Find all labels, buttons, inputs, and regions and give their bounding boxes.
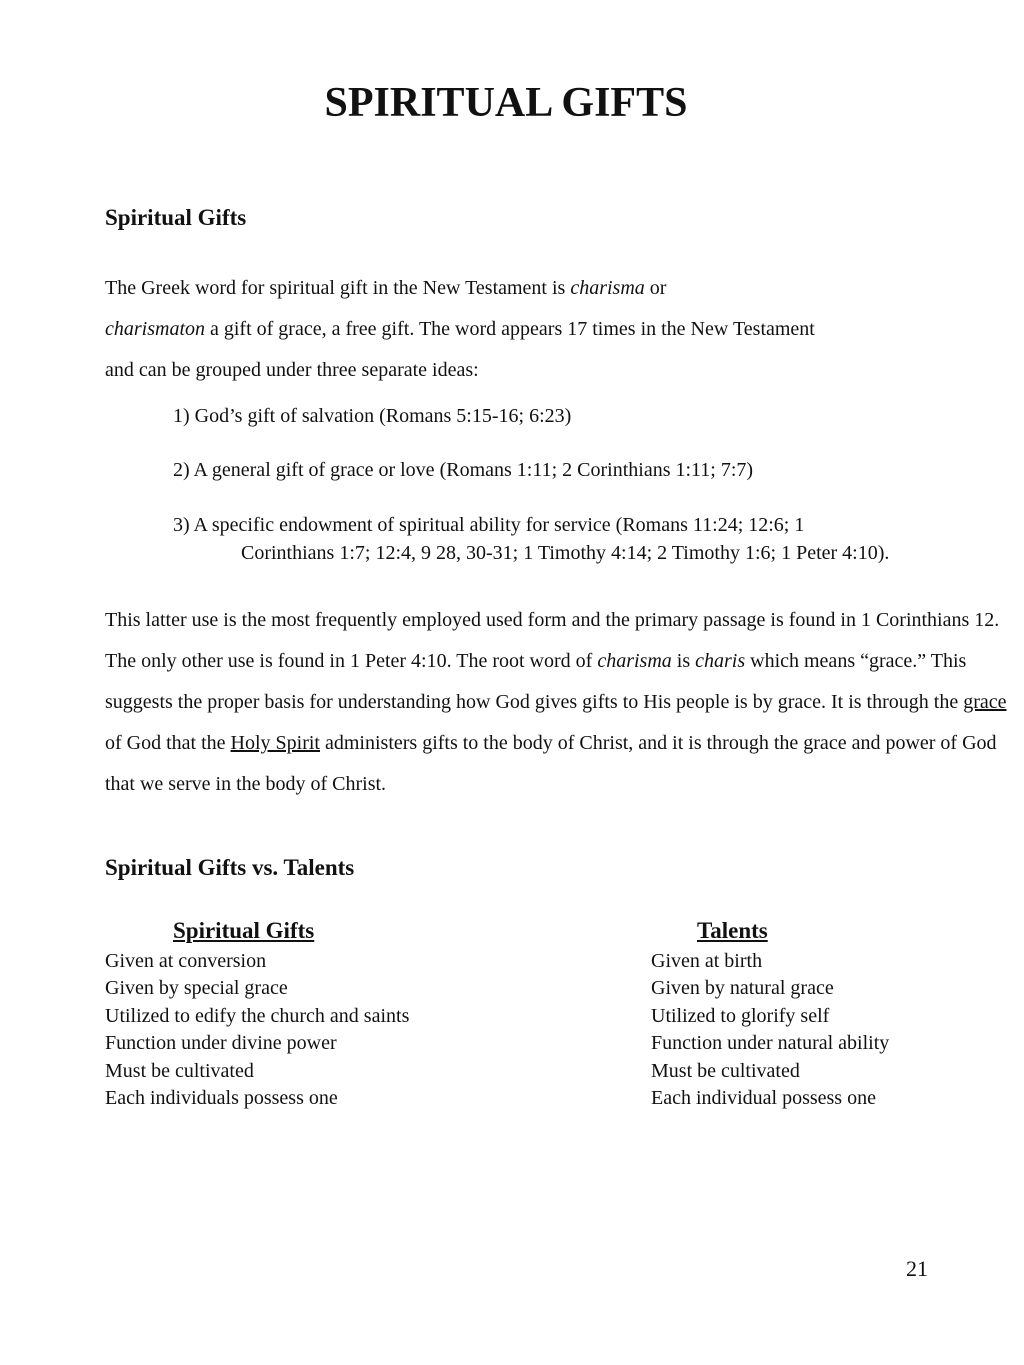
term-charismaton: charismaton — [105, 318, 205, 340]
list-item: Given by special grace — [105, 977, 288, 1000]
para-text-4: of God that the — [105, 732, 231, 754]
talents-list — [651, 948, 889, 1112]
section-heading-spiritual-gifts: Spiritual Gifts — [105, 205, 247, 230]
para-text-5: administers gifts to the body of Christ, and it is through the grace and power of God that we serve in the body of Christ. — [105, 732, 997, 795]
page-number: 21 — [906, 1256, 928, 1281]
list-item: Each individuals possess one — [105, 1087, 338, 1110]
list-item: Given at conversion — [105, 950, 267, 972]
body-paragraph — [105, 600, 1011, 805]
intro-text-1: The Greek word for spiritual gift in the New Testament is — [105, 277, 571, 299]
spiritual-gifts-list — [105, 948, 409, 1112]
list-item-3-line-2: Corinthians 1:7; 12:4, 9 28, 30-31; 1 Timothy 4:14; 2 Timothy 1:6; 1 Peter 4:10). — [241, 542, 890, 564]
grace-link[interactable]: grace — [963, 691, 1007, 713]
para-text-3: which means “grace.” This suggests the proper basis for understanding how God gives gifts to His people is by grace. It is through the — [105, 650, 967, 713]
para-text-1: This latter use is the most frequently employed used form and the primary passage is found in 1 Corinthians 12. The only other use is found in 1 Peter 4:10. The root word of — [105, 609, 1000, 672]
list-item: Given by natural grace — [651, 977, 834, 1000]
list-item-3 — [173, 511, 1003, 567]
intro-text-4: and can be grouped under three separate ideas: — [105, 359, 479, 381]
list-item: Utilized to edify the church and saints — [105, 1004, 410, 1027]
para-text-2: is — [671, 650, 696, 672]
list-item-2: 2) A general gift of grace or love (Romans 1:11; 2 Corinthians 1:11; 7:7) — [173, 459, 754, 481]
list-item: Given at birth — [651, 950, 763, 972]
term-charis: charis — [695, 650, 746, 672]
list-item: Utilized to glorify self — [651, 1004, 830, 1027]
term-charisma-2: charisma — [597, 650, 672, 672]
term-charisma: charisma — [570, 277, 645, 299]
list-item-3-line-1: 3) A specific endowment of spiritual ability for service (Romans 11:24; 12:6; 1 — [173, 514, 805, 536]
list-item-1: 1) God’s gift of salvation (Romans 5:15-16; 6:23) — [173, 405, 572, 427]
intro-text-2: or — [644, 277, 667, 299]
list-item: Function under divine power — [105, 1032, 337, 1055]
page-title: SPIRITUAL GIFTS — [324, 80, 688, 126]
list-item: Must be cultivated — [105, 1059, 254, 1082]
column-header-spiritual-gifts: Spiritual Gifts — [173, 918, 315, 943]
holy-spirit-link[interactable]: Holy Spirit — [230, 732, 320, 754]
intro-text-3: a gift of grace, a free gift. The word appears 17 times in the New Testament — [205, 318, 815, 340]
column-header-talents: Talents — [697, 918, 768, 943]
intro-paragraph — [105, 268, 975, 391]
section-heading-gifts-vs-talents: Spiritual Gifts vs. Talents — [105, 855, 355, 880]
list-item: Function under natural ability — [651, 1032, 890, 1055]
list-item: Must be cultivated — [651, 1059, 800, 1082]
list-item: Each individual possess one — [651, 1087, 876, 1110]
